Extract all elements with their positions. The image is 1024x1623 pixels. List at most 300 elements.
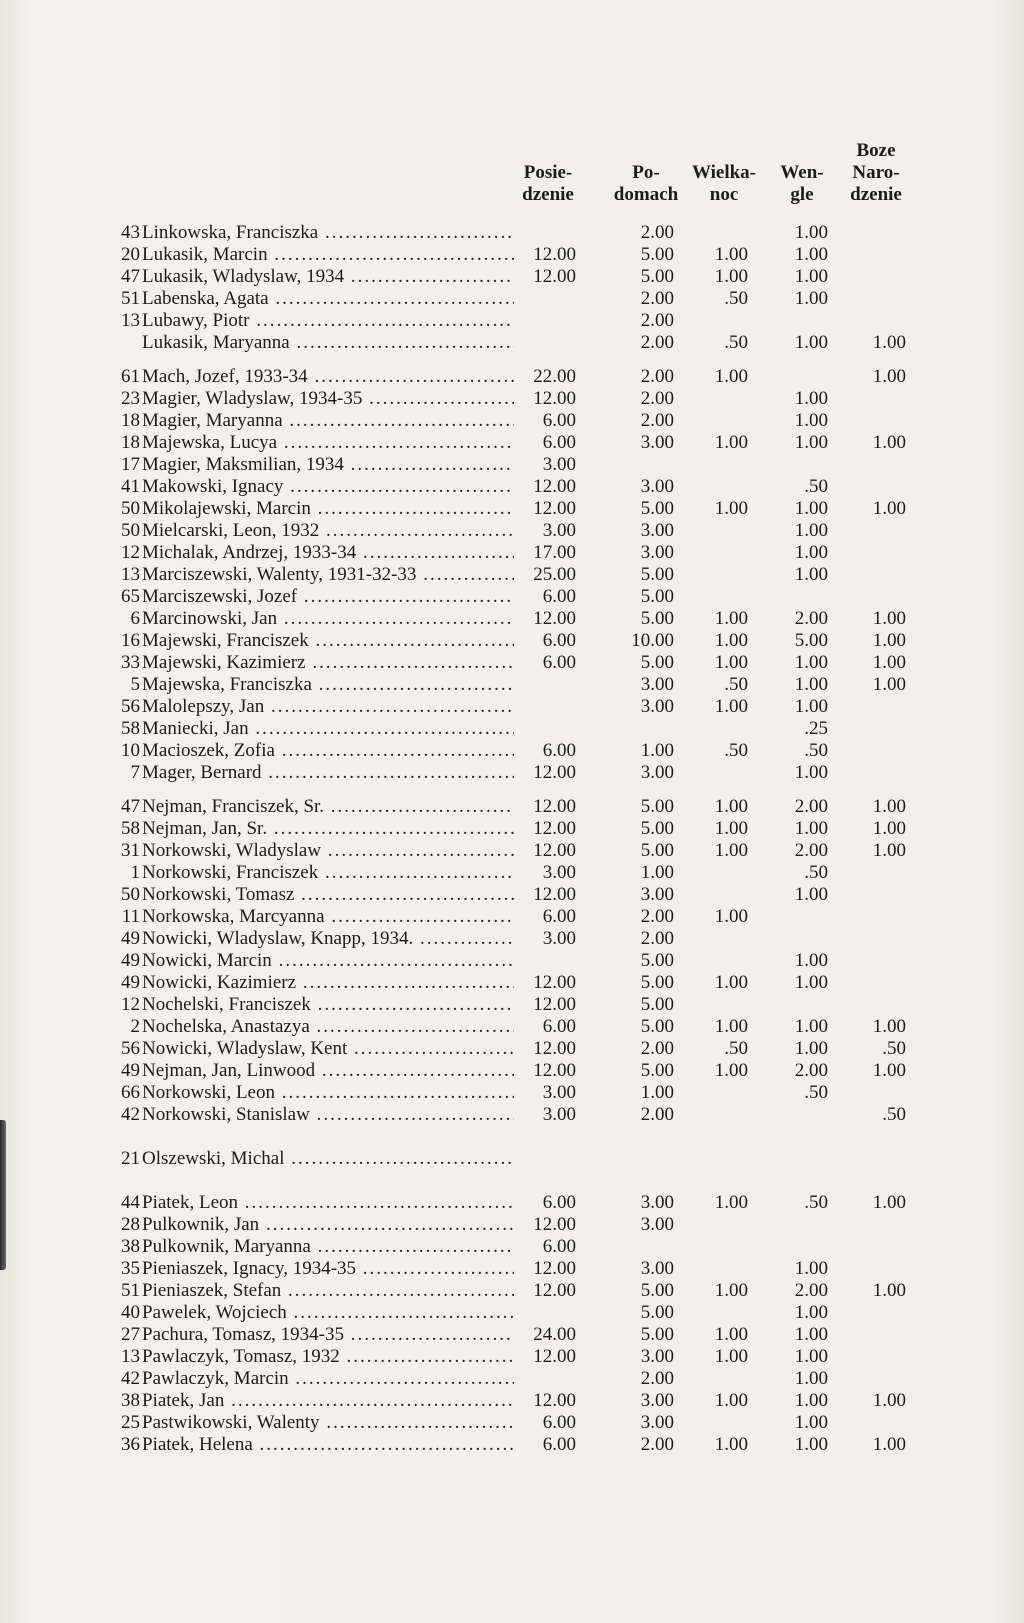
table-row [0, 410, 1024, 432]
row-value: 12.00 [533, 818, 576, 839]
row-value: 12.00 [533, 884, 576, 905]
row-number: 50 [121, 520, 140, 541]
row-value: 1.00 [794, 1302, 828, 1323]
row-name: Nowicki, Marcin ..... [142, 950, 514, 972]
table-row [0, 1192, 1024, 1214]
table-row [0, 1258, 1024, 1280]
table-row [0, 652, 1024, 674]
row-value: 3.00 [542, 1104, 576, 1125]
row-value: 2.00 [640, 928, 674, 949]
row-number: 31 [121, 840, 140, 861]
table-row [0, 564, 1024, 586]
row-value: 1.00 [794, 244, 828, 265]
row-number: 7 [130, 762, 140, 783]
row-name: Pawlaczyk, Marcin ..... [142, 1368, 514, 1390]
row-value: 2.00 [640, 906, 674, 927]
row-value: .50 [804, 862, 828, 883]
row-value: .50 [882, 1104, 906, 1125]
row-number: 50 [121, 884, 140, 905]
table-row [0, 366, 1024, 388]
row-value: 1.00 [794, 1412, 828, 1433]
row-name: Nowicki, Wladyslaw, Kent ..... [142, 1038, 514, 1060]
row-value: 12.00 [533, 1060, 576, 1081]
table-row [0, 906, 1024, 928]
row-value: 3.00 [640, 476, 674, 497]
row-value: 1.00 [794, 696, 828, 717]
row-value: 1.00 [794, 266, 828, 287]
row-number: 20 [121, 244, 140, 265]
row-name: Michalak, Andrzej, 1933-34 ..... [142, 542, 514, 564]
row-value: 3.00 [640, 1192, 674, 1213]
row-number: 49 [121, 950, 140, 971]
row-value: 1.00 [794, 652, 828, 673]
row-name: Norkowski, Tomasz ..... [142, 884, 514, 906]
row-number: 50 [121, 498, 140, 519]
row-value: 6.00 [542, 652, 576, 673]
row-value: 1.00 [872, 1192, 906, 1213]
row-value: 1.00 [872, 840, 906, 861]
table-row [0, 740, 1024, 762]
row-value: 12.00 [533, 498, 576, 519]
row-value: .50 [724, 674, 748, 695]
row-value: 1.00 [794, 1368, 828, 1389]
row-value: 12.00 [533, 840, 576, 861]
row-number: 56 [121, 1038, 140, 1059]
row-value: 5.00 [640, 1016, 674, 1037]
table-row [0, 1412, 1024, 1434]
row-number: 49 [121, 928, 140, 949]
table-row [0, 1368, 1024, 1390]
row-name: Lukasik, Marcin ..... [142, 244, 514, 266]
row-value: .50 [882, 1038, 906, 1059]
row-name: Majewska, Franciszka ..... [142, 674, 514, 696]
row-name: Majewski, Franciszek ..... [142, 630, 514, 652]
row-name: Norkowska, Marcyanna ..... [142, 906, 514, 928]
table-row [0, 520, 1024, 542]
row-value: 5.00 [640, 1280, 674, 1301]
table-row [0, 310, 1024, 332]
row-value: 1.00 [872, 796, 906, 817]
header-wengle: Wen- gle [780, 162, 824, 205]
row-value: 2.00 [794, 608, 828, 629]
table-row [0, 1434, 1024, 1456]
row-name: Linkowska, Franciszka ..... [142, 222, 514, 244]
row-value: 1.00 [872, 1390, 906, 1411]
row-value: 1.00 [714, 652, 748, 673]
row-value: 6.00 [542, 1016, 576, 1037]
row-number: 13 [121, 564, 140, 585]
table-row [0, 288, 1024, 310]
row-value: 6.00 [542, 432, 576, 453]
row-value: 2.00 [640, 332, 674, 353]
row-name: Maniecki, Jan ..... [142, 718, 514, 740]
row-value: 2.00 [794, 840, 828, 861]
row-value: 1.00 [794, 1434, 828, 1455]
row-value: 1.00 [794, 410, 828, 431]
row-value: 3.00 [640, 1214, 674, 1235]
row-value: 1.00 [794, 1038, 828, 1059]
row-value: 3.00 [640, 542, 674, 563]
row-number: 2 [130, 1016, 140, 1037]
row-value: 1.00 [872, 498, 906, 519]
table-row [0, 1236, 1024, 1258]
row-number: 18 [121, 410, 140, 431]
row-name: Marcinowski, Jan ..... [142, 608, 514, 630]
row-value: 10.00 [631, 630, 674, 651]
row-value: 6.00 [542, 1434, 576, 1455]
row-value: 6.00 [542, 740, 576, 761]
row-name: Pachura, Tomasz, 1934-35 ..... [142, 1324, 514, 1346]
table-row [0, 884, 1024, 906]
row-value: 12.00 [533, 1280, 576, 1301]
row-name: Nejman, Franciszek, Sr. ..... [142, 796, 514, 818]
row-value: 12.00 [533, 1346, 576, 1367]
row-number: 27 [121, 1324, 140, 1345]
row-value: 2.00 [640, 410, 674, 431]
row-value: 1.00 [714, 1192, 748, 1213]
row-value: 12.00 [533, 388, 576, 409]
row-value: 12.00 [533, 796, 576, 817]
row-value: 2.00 [640, 288, 674, 309]
row-value: 2.00 [794, 1060, 828, 1081]
row-name: Piatek, Helena ..... [142, 1434, 514, 1456]
row-name: Marciszewski, Walenty, 1931-32-33 ..... [142, 564, 514, 586]
row-value: 1.00 [872, 818, 906, 839]
row-value: 5.00 [640, 608, 674, 629]
row-name: Lukasik, Wladyslaw, 1934 ..... [142, 266, 514, 288]
row-number: 36 [121, 1434, 140, 1455]
row-value: 1.00 [872, 652, 906, 673]
row-value: 12.00 [533, 476, 576, 497]
table-row [0, 1148, 1024, 1170]
row-value: 3.00 [542, 520, 576, 541]
row-value: 1.00 [714, 818, 748, 839]
row-name: Macioszek, Zofia ..... [142, 740, 514, 762]
row-number: 16 [121, 630, 140, 651]
row-value: 5.00 [640, 1060, 674, 1081]
table-row [0, 696, 1024, 718]
row-name: Pulkownik, Jan ..... [142, 1214, 514, 1236]
header-posiedzenie: Posie- dzenie [522, 162, 574, 205]
row-number: 28 [121, 1214, 140, 1235]
row-number: 6 [130, 608, 140, 629]
row-value: 3.00 [542, 454, 576, 475]
row-name: Nejman, Jan, Sr. ..... [142, 818, 514, 840]
row-value: 12.00 [533, 1038, 576, 1059]
row-value: 5.00 [640, 840, 674, 861]
row-value: 2.00 [640, 222, 674, 243]
row-number: 17 [121, 454, 140, 475]
table-row [0, 840, 1024, 862]
row-value: 1.00 [872, 366, 906, 387]
row-value: 1.00 [794, 1346, 828, 1367]
row-value: 12.00 [533, 994, 576, 1015]
row-value: 1.00 [714, 266, 748, 287]
row-value: 12.00 [533, 244, 576, 265]
row-value: 12.00 [533, 1258, 576, 1279]
row-name: Pieniaszek, Ignacy, 1934-35 ..... [142, 1258, 514, 1280]
row-name: Nochelska, Anastazya ..... [142, 1016, 514, 1038]
row-number: 11 [121, 906, 140, 927]
row-name: Malolepszy, Jan ..... [142, 696, 514, 718]
table-row [0, 608, 1024, 630]
table-row [0, 1104, 1024, 1126]
table-row [0, 1324, 1024, 1346]
row-value: 5.00 [640, 1324, 674, 1345]
row-number: 41 [121, 476, 140, 497]
row-value: 1.00 [794, 542, 828, 563]
table-row [0, 1082, 1024, 1104]
row-value: 1.00 [794, 288, 828, 309]
row-value: 1.00 [714, 796, 748, 817]
table-row [0, 1346, 1024, 1368]
row-value: 1.00 [714, 244, 748, 265]
table-row [0, 476, 1024, 498]
row-value: 1.00 [794, 762, 828, 783]
row-value: 1.00 [872, 1434, 906, 1455]
row-name: Marciszewski, Jozef ..... [142, 586, 514, 608]
row-value: 3.00 [542, 1082, 576, 1103]
row-value: 3.00 [640, 432, 674, 453]
row-name: Pieniaszek, Stefan ..... [142, 1280, 514, 1302]
row-number: 66 [121, 1082, 140, 1103]
row-name: Makowski, Ignacy ..... [142, 476, 514, 498]
row-value: 1.00 [640, 1082, 674, 1103]
row-number: 13 [121, 1346, 140, 1367]
row-value: 5.00 [794, 630, 828, 651]
row-value: 17.00 [533, 542, 576, 563]
row-name: Nowicki, Wladyslaw, Knapp, 1934. ..... [142, 928, 514, 950]
row-value: 2.00 [640, 310, 674, 331]
row-value: 1.00 [794, 564, 828, 585]
row-value: .50 [804, 476, 828, 497]
row-value: 1.00 [640, 862, 674, 883]
row-value: 6.00 [542, 630, 576, 651]
row-value: 12.00 [533, 972, 576, 993]
row-value: .50 [804, 1082, 828, 1103]
row-number: 21 [121, 1148, 140, 1169]
table-row [0, 432, 1024, 454]
table-body [0, 222, 1024, 1456]
row-value: 1.00 [714, 498, 748, 519]
row-number: 51 [121, 288, 140, 309]
row-name: Mager, Bernard ..... [142, 762, 514, 784]
row-value: 1.00 [872, 1016, 906, 1037]
row-number: 1 [130, 862, 140, 883]
row-number: 40 [121, 1302, 140, 1323]
table-row [0, 1038, 1024, 1060]
row-name: Olszewski, Michal ..... [142, 1148, 514, 1170]
table-row [0, 586, 1024, 608]
row-name: Piatek, Jan ..... [142, 1390, 514, 1412]
row-value: 3.00 [542, 862, 576, 883]
row-value: 1.00 [872, 608, 906, 629]
row-name: Mielcarski, Leon, 1932 ..... [142, 520, 514, 542]
table-row [0, 972, 1024, 994]
row-value: 2.00 [794, 1280, 828, 1301]
row-name: Lubawy, Piotr ..... [142, 310, 514, 332]
row-value: .50 [804, 740, 828, 761]
row-number: 12 [121, 994, 140, 1015]
row-number: 38 [121, 1236, 140, 1257]
row-name: Magier, Wladyslaw, 1934-35 ..... [142, 388, 514, 410]
row-value: 1.00 [714, 630, 748, 651]
row-name: Pulkownik, Maryanna ..... [142, 1236, 514, 1258]
row-value: 1.00 [872, 332, 906, 353]
row-number: 33 [121, 652, 140, 673]
row-value: 3.00 [640, 696, 674, 717]
row-number: 5 [130, 674, 140, 695]
row-value: 5.00 [640, 994, 674, 1015]
header-podomach: Po- domach [613, 162, 679, 205]
row-name: Piatek, Leon ..... [142, 1192, 514, 1214]
row-value: 3.00 [640, 674, 674, 695]
row-value: 1.00 [714, 1346, 748, 1367]
row-number: 49 [121, 972, 140, 993]
row-value: 1.00 [794, 972, 828, 993]
row-value: 2.00 [640, 1104, 674, 1125]
row-number: 18 [121, 432, 140, 453]
row-name: Pawlaczyk, Tomasz, 1932 ..... [142, 1346, 514, 1368]
row-value: 5.00 [640, 244, 674, 265]
row-name: Norkowski, Leon ..... [142, 1082, 514, 1104]
row-value: 6.00 [542, 1192, 576, 1213]
row-value: .50 [724, 1038, 748, 1059]
table-row [0, 1016, 1024, 1038]
row-value: 12.00 [533, 1214, 576, 1235]
row-name: Norkowski, Stanislaw ..... [142, 1104, 514, 1126]
table-row [0, 244, 1024, 266]
row-value: 12.00 [533, 762, 576, 783]
row-name: Majewska, Lucya ..... [142, 432, 514, 454]
table-row [0, 630, 1024, 652]
row-number: 47 [121, 266, 140, 287]
row-value: .25 [804, 718, 828, 739]
row-value: 1.00 [794, 674, 828, 695]
row-name: Labenska, Agata ..... [142, 288, 514, 310]
row-value: 6.00 [542, 1236, 576, 1257]
row-value: 1.00 [872, 630, 906, 651]
table-row [0, 266, 1024, 288]
table-row [0, 1280, 1024, 1302]
row-name: Nejman, Jan, Linwood ..... [142, 1060, 514, 1082]
row-value: 1.00 [714, 906, 748, 927]
row-name: Mikolajewski, Marcin ..... [142, 498, 514, 520]
row-value: 5.00 [640, 498, 674, 519]
row-number: 10 [121, 740, 140, 761]
table-row [0, 718, 1024, 740]
row-value: 2.00 [794, 796, 828, 817]
row-number: 43 [121, 222, 140, 243]
row-value: 3.00 [640, 520, 674, 541]
table-row [0, 454, 1024, 476]
row-value: 5.00 [640, 950, 674, 971]
table-row [0, 388, 1024, 410]
table-row [0, 928, 1024, 950]
table-row [0, 332, 1024, 354]
row-value: 1.00 [714, 1280, 748, 1301]
row-value: 24.00 [533, 1324, 576, 1345]
row-value: 1.00 [714, 432, 748, 453]
row-name: Majewski, Kazimierz ..... [142, 652, 514, 674]
table-header [0, 140, 1024, 210]
row-value: 1.00 [794, 1016, 828, 1037]
row-value: 1.00 [872, 674, 906, 695]
row-value: 3.00 [640, 1390, 674, 1411]
table-row [0, 222, 1024, 244]
row-value: 3.00 [640, 762, 674, 783]
row-number: 13 [121, 310, 140, 331]
row-value: .50 [724, 332, 748, 353]
row-value: 12.00 [533, 266, 576, 287]
row-number: 56 [121, 696, 140, 717]
row-value: 1.00 [794, 884, 828, 905]
row-value: 1.00 [714, 1324, 748, 1345]
row-number: 49 [121, 1060, 140, 1081]
row-value: 3.00 [640, 1346, 674, 1367]
row-number: 44 [121, 1192, 140, 1213]
table-row [0, 762, 1024, 784]
row-number: 58 [121, 818, 140, 839]
row-value: 1.00 [714, 1016, 748, 1037]
row-value: 1.00 [714, 608, 748, 629]
row-value: 1.00 [714, 972, 748, 993]
table-row [0, 950, 1024, 972]
row-name: Pawelek, Wojciech ..... [142, 1302, 514, 1324]
row-value: 1.00 [794, 388, 828, 409]
row-value: 1.00 [794, 950, 828, 971]
row-number: 65 [121, 586, 140, 607]
row-number: 47 [121, 796, 140, 817]
row-value: 1.00 [794, 222, 828, 243]
row-value: 5.00 [640, 818, 674, 839]
row-name: Norkowski, Franciszek ..... [142, 862, 514, 884]
row-number: 58 [121, 718, 140, 739]
row-value: 2.00 [640, 388, 674, 409]
row-value: 6.00 [542, 1412, 576, 1433]
row-name: Magier, Maksmilian, 1934 ..... [142, 454, 514, 476]
header-wielkanoc: Wielka- noc [691, 162, 757, 205]
row-number: 23 [121, 388, 140, 409]
row-number: 35 [121, 1258, 140, 1279]
row-name: Lukasik, Maryanna ..... [142, 332, 514, 354]
row-value: 1.00 [714, 1390, 748, 1411]
row-name: Pastwikowski, Walenty ..... [142, 1412, 514, 1434]
row-name: Nowicki, Kazimierz ..... [142, 972, 514, 994]
table-row [0, 796, 1024, 818]
row-number: 51 [121, 1280, 140, 1301]
row-value: 1.00 [794, 332, 828, 353]
row-value: 3.00 [640, 1258, 674, 1279]
row-value: 3.00 [640, 884, 674, 905]
row-value: 3.00 [640, 1412, 674, 1433]
table-row [0, 862, 1024, 884]
row-value: 1.00 [714, 1060, 748, 1081]
table-row [0, 1302, 1024, 1324]
row-number: 38 [121, 1390, 140, 1411]
row-value: 1.00 [714, 366, 748, 387]
row-value: 1.00 [640, 740, 674, 761]
row-value: 1.00 [714, 1434, 748, 1455]
table-row [0, 1390, 1024, 1412]
row-value: 1.00 [872, 432, 906, 453]
row-value: 1.00 [794, 1324, 828, 1345]
row-value: 1.00 [872, 1060, 906, 1081]
row-value: 1.00 [872, 1280, 906, 1301]
row-value: 5.00 [640, 1302, 674, 1323]
row-value: 6.00 [542, 906, 576, 927]
table-row [0, 674, 1024, 696]
